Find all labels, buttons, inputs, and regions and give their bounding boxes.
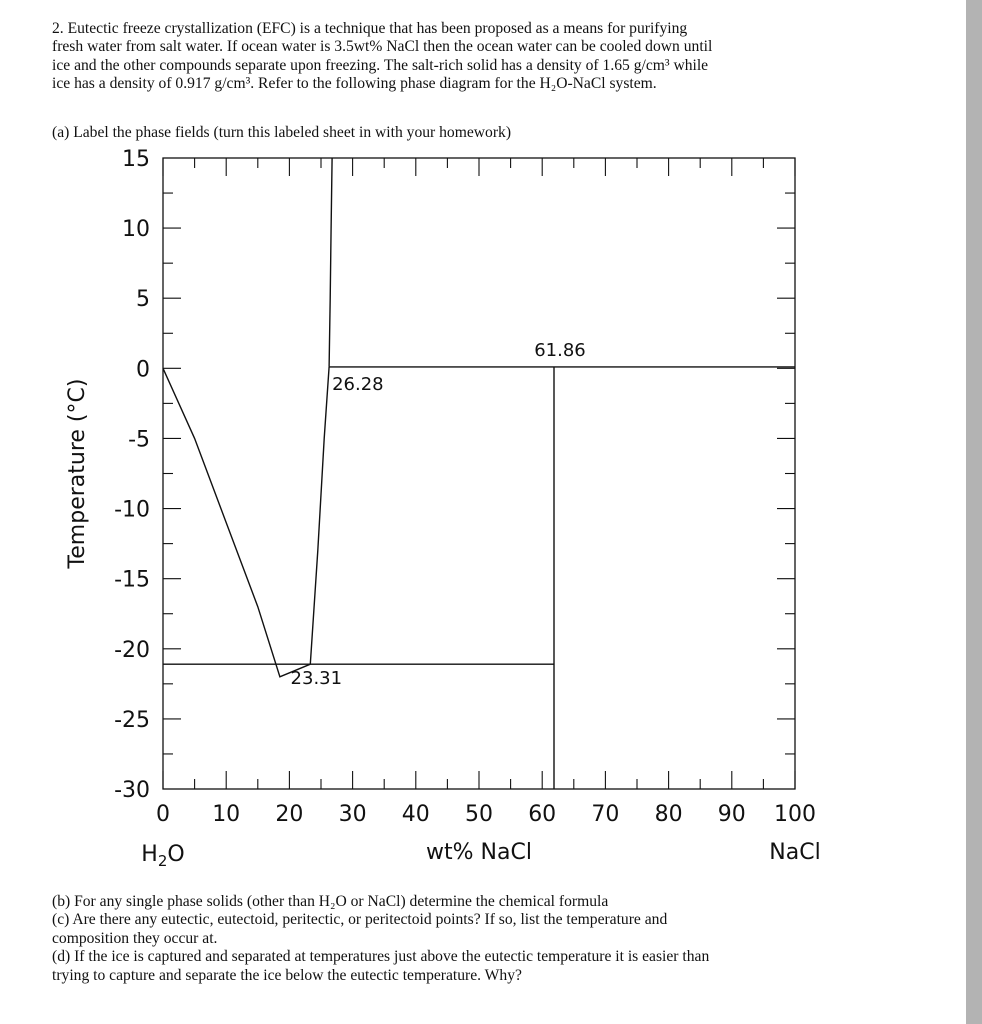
question-part-b: (b) For any single phase solids (other than H₂O or NaCl) determine the chemical formula (52, 893, 609, 910)
y-tick-label: -15 (114, 567, 150, 593)
plot-frame (163, 158, 795, 789)
annotation-61-86: 61.86 (534, 339, 586, 361)
x-tick-label: 100 (774, 802, 816, 827)
x-end-label-nacl: NaCl (769, 840, 821, 865)
x-tick-label: 0 (156, 802, 170, 827)
x-tick-label: 70 (591, 802, 620, 827)
phase-line-ice-liquidus (163, 368, 310, 677)
intro-line: fresh water from salt water. If ocean water is 3.5wt% NaCl then the ocean water can be cooled down until (52, 38, 713, 56)
y-tick-label: 5 (136, 287, 150, 313)
x-tick-label: 40 (401, 802, 430, 827)
x-tick-label: 50 (465, 802, 493, 827)
x-tick-label: 80 (654, 802, 683, 827)
x-tick-label: 20 (275, 802, 304, 827)
annotation-26-28: 26.28 (332, 373, 384, 395)
question-parts (52, 893, 852, 985)
y-tick-label: -10 (114, 497, 150, 523)
x-tick-label: 30 (338, 802, 367, 827)
question-part-c-cont: composition they occur at. (52, 929, 218, 947)
question-part-d-cont: trying to capture and separate the ice below the eutectic temperature. Why? (52, 966, 522, 984)
phase-line-dihydrate-liquidus (310, 367, 329, 664)
intro-line: ice has a density of 0.917 g/cm³. Refer to the following phase diagram for the H₂O-NaCl system. (52, 75, 657, 93)
scrollbar[interactable] (966, 0, 982, 1024)
intro-line: 2. Eutectic freeze crystallization (EFC) is a technique that has been proposed as a means for purifying (52, 20, 688, 37)
phase-line-nacl-liquidus (329, 158, 332, 367)
x-end-label-h2o: $H_2O$ (141, 842, 185, 870)
y-tick-label: 10 (122, 217, 150, 243)
y-tick-label: -30 (114, 778, 150, 803)
y-tick-label: -20 (114, 637, 150, 663)
question-part-c: (c) Are there any eutectic, eutectoid, peritectic, or peritectoid points? If so, list the temperature and (52, 911, 668, 929)
y-tick-label: 0 (136, 357, 150, 383)
x-tick-label: 90 (717, 802, 746, 827)
x-tick-label: 60 (528, 802, 557, 827)
y-tick-label: -25 (114, 707, 150, 733)
y-axis-title: Temperature (°C) (65, 378, 90, 569)
y-tick-label: 15 (122, 147, 150, 172)
intro-line: ice and the other compounds separate upon freezing. The salt-rich solid has a density of 1.65 g/cm³ while (52, 56, 709, 74)
x-axis-title: wt% NaCl (426, 840, 532, 865)
annotation-23-31: 23.31 (290, 668, 343, 690)
question-part-d: (d) If the ice is captured and separated at temperatures just above the eutectic temperature it is easier than (52, 948, 710, 966)
x-tick-label: 10 (212, 802, 241, 827)
part-a-instruction: (a) Label the phase fields (turn this labeled sheet in with your homework) (52, 124, 512, 141)
y-tick-label: -5 (128, 427, 150, 453)
